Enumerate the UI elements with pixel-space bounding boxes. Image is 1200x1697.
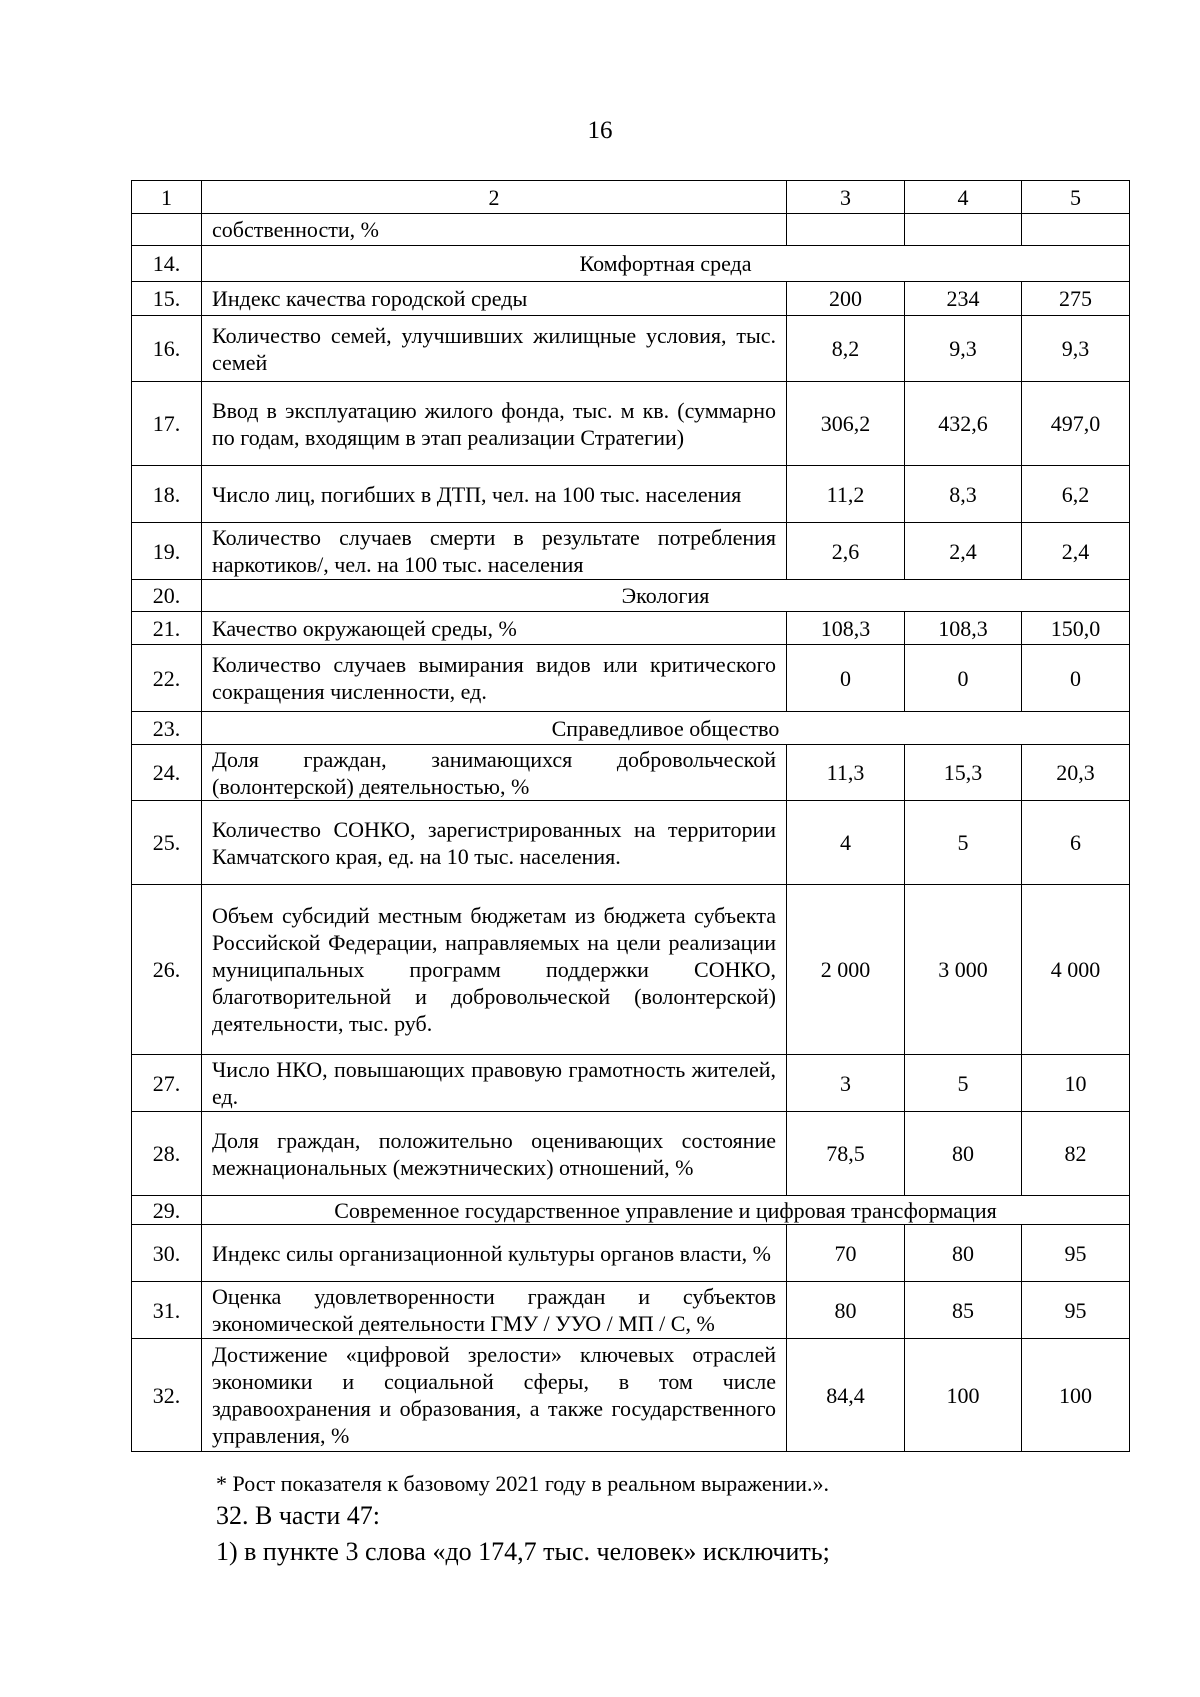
paragraph-part-47: 32. В части 47:	[216, 1501, 380, 1530]
indicator-name: Оценка удовлетворенности граждан и субъектов экономической деятельности ГМУ / УУО / МП / С, %	[202, 1282, 787, 1339]
row-number: 27.	[132, 1055, 202, 1112]
table-header-row	[132, 181, 1130, 214]
table-row	[132, 282, 1130, 316]
value-col3: 108,3	[787, 612, 905, 645]
row-number: 15.	[132, 282, 202, 316]
value-col4: 234	[905, 282, 1022, 316]
section-title: Экология	[202, 580, 1130, 612]
indicators-table	[131, 180, 1130, 1452]
indicator-name: Количество случаев смерти в результате потребления наркотиков/, чел. на 100 тыс. населения	[202, 523, 787, 580]
value-col4: 80	[905, 1112, 1022, 1196]
row-number: 29.	[132, 1196, 202, 1225]
table-row	[132, 214, 1130, 246]
value-col3: 78,5	[787, 1112, 905, 1196]
value-col4: 15,3	[905, 745, 1022, 801]
row-number: 14.	[132, 246, 202, 282]
indicator-name: Доля граждан, положительно оценивающих состояние межнациональных (межэтнических) отношений, %	[202, 1112, 787, 1196]
value-col3: 70	[787, 1225, 905, 1282]
value-col3: 80	[787, 1282, 905, 1339]
row-number: 30.	[132, 1225, 202, 1282]
header-cell-col3: 3	[787, 181, 905, 214]
value-col5: 497,0	[1022, 382, 1130, 466]
value-col3	[787, 214, 905, 246]
value-col4: 432,6	[905, 382, 1022, 466]
value-col5	[1022, 214, 1130, 246]
value-col4: 9,3	[905, 316, 1022, 382]
value-col5: 275	[1022, 282, 1130, 316]
indicator-name: собственности, %	[202, 214, 787, 246]
value-col5: 82	[1022, 1112, 1130, 1196]
indicator-name: Количество случаев вымирания видов или критического сокращения численности, ед.	[202, 645, 787, 712]
indicator-name: Число НКО, повышающих правовую грамотность жителей, ед.	[202, 1055, 787, 1112]
table-row	[132, 612, 1130, 645]
value-col4: 80	[905, 1225, 1022, 1282]
table-row	[132, 1282, 1130, 1339]
row-number: 19.	[132, 523, 202, 580]
indicator-name: Качество окружающей среды, %	[202, 612, 787, 645]
value-col4	[905, 214, 1022, 246]
value-col4: 3 000	[905, 885, 1022, 1055]
indicator-name: Индекс качества городской среды	[202, 282, 787, 316]
value-col3: 3	[787, 1055, 905, 1112]
table-row	[132, 316, 1130, 382]
value-col4: 8,3	[905, 466, 1022, 523]
indicator-name: Количество семей, улучшивших жилищные условия, тыс. семей	[202, 316, 787, 382]
table-row	[132, 523, 1130, 580]
section-title: Справедливое общество	[202, 712, 1130, 745]
row-number: 25.	[132, 801, 202, 885]
value-col4: 2,4	[905, 523, 1022, 580]
indicator-name: Ввод в эксплуатацию жилого фонда, тыс. м кв. (суммарно по годам, входящим в этап реализации Стратегии)	[202, 382, 787, 466]
value-col4: 5	[905, 801, 1022, 885]
row-number: 21.	[132, 612, 202, 645]
row-number: 18.	[132, 466, 202, 523]
section-row	[132, 1196, 1130, 1225]
table-row	[132, 645, 1130, 712]
indicator-name: Количество СОНКО, зарегистрированных на территории Камчатского края, ед. на 10 тыс. населения.	[202, 801, 787, 885]
value-col4: 100	[905, 1339, 1022, 1452]
indicator-name: Достижение «цифровой зрелости» ключевых отраслей экономики и социальной сферы, в том числе здравоохранения и образования, а также государственного управления, %	[202, 1339, 787, 1452]
table-row	[132, 1112, 1130, 1196]
value-col4: 5	[905, 1055, 1022, 1112]
row-number: 26.	[132, 885, 202, 1055]
value-col5: 6,2	[1022, 466, 1130, 523]
row-number: 23.	[132, 712, 202, 745]
indicator-name: Индекс силы организационной культуры органов власти, %	[202, 1225, 787, 1282]
table-row	[132, 1225, 1130, 1282]
row-number: 31.	[132, 1282, 202, 1339]
value-col3: 0	[787, 645, 905, 712]
value-col5: 2,4	[1022, 523, 1130, 580]
table-row	[132, 885, 1130, 1055]
indicator-name: Объем субсидий местным бюджетам из бюджета субъекта Российской Федерации, направляемых на цели реализации муниципальных программ поддержки СОНКО, благотворительной и добровольческой (волонтерской) деятельности, тыс. руб.	[202, 885, 787, 1055]
table-row	[132, 1339, 1130, 1452]
value-col3: 11,2	[787, 466, 905, 523]
indicator-name: Число лиц, погибших в ДТП, чел. на 100 тыс. населения	[202, 466, 787, 523]
value-col5: 4 000	[1022, 885, 1130, 1055]
value-col3: 11,3	[787, 745, 905, 801]
value-col5: 6	[1022, 801, 1130, 885]
value-col5: 20,3	[1022, 745, 1130, 801]
value-col4: 108,3	[905, 612, 1022, 645]
page-number: 16	[587, 117, 613, 144]
table-row	[132, 466, 1130, 523]
value-col5: 100	[1022, 1339, 1130, 1452]
value-col3: 8,2	[787, 316, 905, 382]
section-row	[132, 580, 1130, 612]
value-col3: 2,6	[787, 523, 905, 580]
row-number	[132, 214, 202, 246]
table-row	[132, 1055, 1130, 1112]
table-row	[132, 382, 1130, 466]
value-col5: 95	[1022, 1282, 1130, 1339]
row-number: 16.	[132, 316, 202, 382]
indicators-table-body	[132, 181, 1130, 1452]
section-title: Комфортная среда	[202, 246, 1130, 282]
row-number: 17.	[132, 382, 202, 466]
table-row	[132, 745, 1130, 801]
row-number: 20.	[132, 580, 202, 612]
value-col3: 200	[787, 282, 905, 316]
table-footnote: * Рост показателя к базовому 2021 году в реальном выражении.».	[216, 1471, 829, 1496]
value-col4: 0	[905, 645, 1022, 712]
header-cell-col1: 1	[132, 181, 202, 214]
header-cell-col2: 2	[202, 181, 787, 214]
value-col5: 95	[1022, 1225, 1130, 1282]
table-row	[132, 801, 1130, 885]
value-col5: 0	[1022, 645, 1130, 712]
paragraph-item-1: 1) в пункте 3 слова «до 174,7 тыс. человек» исключить;	[216, 1537, 830, 1566]
value-col5: 150,0	[1022, 612, 1130, 645]
value-col3: 84,4	[787, 1339, 905, 1452]
value-col3: 2 000	[787, 885, 905, 1055]
value-col4: 85	[905, 1282, 1022, 1339]
row-number: 32.	[132, 1339, 202, 1452]
header-cell-col5: 5	[1022, 181, 1130, 214]
section-row	[132, 246, 1130, 282]
section-title: Современное государственное управление и цифровая трансформация	[202, 1196, 1130, 1225]
value-col5: 9,3	[1022, 316, 1130, 382]
section-row	[132, 712, 1130, 745]
value-col5: 10	[1022, 1055, 1130, 1112]
header-cell-col4: 4	[905, 181, 1022, 214]
row-number: 28.	[132, 1112, 202, 1196]
row-number: 24.	[132, 745, 202, 801]
value-col3: 306,2	[787, 382, 905, 466]
row-number: 22.	[132, 645, 202, 712]
indicator-name: Доля граждан, занимающихся добровольческой (волонтерской) деятельностью, %	[202, 745, 787, 801]
value-col3: 4	[787, 801, 905, 885]
